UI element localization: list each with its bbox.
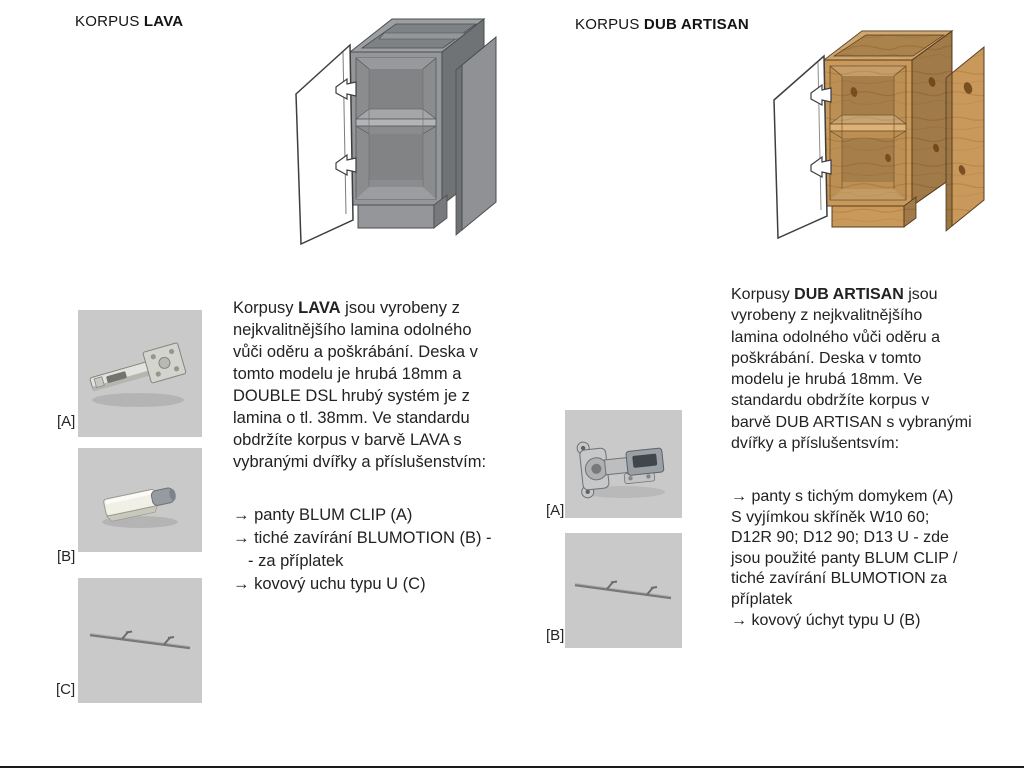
description-line: standardu obdržíte korpus v bbox=[731, 392, 930, 410]
right-title-prefix: KORPUS bbox=[575, 16, 644, 33]
feature-line: - za příplatek bbox=[248, 552, 344, 570]
description-line: modelu je hrubá 18mm. Ve bbox=[731, 371, 923, 389]
left-section-title bbox=[75, 13, 183, 30]
blum-clip-hinge-icon bbox=[78, 310, 202, 437]
description-line: DOUBLE DSL hrubý systém je z bbox=[233, 387, 470, 405]
u-handle-photo-right bbox=[565, 533, 682, 648]
feature-line: → panty s tichým domykem (A) bbox=[731, 488, 954, 505]
soft-close-hinge-icon bbox=[565, 410, 682, 518]
right-title-name: DUB ARTISAN bbox=[643, 16, 749, 33]
description-bold: DUB ARTISAN bbox=[794, 286, 904, 303]
u-handle-icon bbox=[78, 578, 202, 703]
feature-line: → kovový uchu typu U (C) bbox=[233, 575, 426, 593]
lava-cabinet-drawing bbox=[280, 8, 542, 258]
description-line: vybranými dvířky a příslušenstvím: bbox=[233, 453, 487, 471]
left-title-name: LAVA bbox=[143, 13, 184, 30]
right-section-title bbox=[575, 16, 749, 33]
description-text: Korpusy bbox=[731, 286, 795, 303]
feature-line: → panty BLUM CLIP (A) bbox=[233, 506, 413, 524]
description-line: poškrábání. Deska v tomto bbox=[731, 349, 922, 367]
description-line: obdržíte korpus v barvě LAVA s bbox=[233, 431, 462, 449]
description-text: jsou vyrobeny z bbox=[340, 299, 460, 317]
feature-line: S vyjímkou skříněk W10 60; bbox=[731, 508, 930, 526]
description-text: Korpusy bbox=[233, 299, 299, 317]
dub-artisan-cabinet-door bbox=[774, 56, 827, 238]
feature-line: jsou použité panty BLUM CLIP / bbox=[731, 549, 958, 567]
hardware-label-b-right: [B] bbox=[546, 627, 565, 644]
feature-line: → kovový úchyt typu U (B) bbox=[731, 611, 921, 629]
hardware-label-b-left: [B] bbox=[57, 548, 76, 565]
description-line: tomto modelu je hrubá 18mm a bbox=[233, 365, 462, 383]
blumotion-damper-photo bbox=[78, 448, 202, 552]
u-handle-photo-left bbox=[78, 578, 202, 703]
lava-features-list bbox=[233, 504, 492, 596]
description-line: barvě DUB ARTISAN s vybranými bbox=[731, 413, 972, 431]
description-line: vůči oděru a poškrábání. Deska v bbox=[233, 343, 478, 361]
lava-cabinet-illustration bbox=[280, 8, 542, 258]
description-line bbox=[233, 297, 538, 319]
left-title-prefix: KORPUS bbox=[75, 13, 144, 30]
description-line: nejkvalitnějšího lamina odolného bbox=[233, 321, 472, 339]
description-line: dvířky a příslušentsvím: bbox=[731, 435, 900, 453]
blum-clip-hinge-photo bbox=[78, 310, 202, 437]
dub-artisan-description bbox=[731, 284, 991, 454]
lava-description bbox=[233, 297, 538, 473]
feature-line: → tiché zavírání BLUMOTION (B) - bbox=[233, 529, 492, 547]
dub-artisan-features-list bbox=[731, 487, 958, 631]
blumotion-damper-icon bbox=[78, 448, 202, 552]
feature-line: D12R 90; D12 90; D13 U - zde bbox=[731, 529, 949, 547]
description-line bbox=[731, 284, 991, 305]
description-text: jsou bbox=[903, 286, 938, 303]
dub-artisan-cabinet-drawing bbox=[762, 20, 996, 252]
description-line: vyrobeny z nejkvalitnějšího bbox=[731, 307, 923, 325]
hardware-label-a-right: [A] bbox=[546, 502, 565, 519]
description-line: lamina odolného vůči oděru a bbox=[731, 328, 941, 346]
soft-close-hinge-photo bbox=[565, 410, 682, 518]
feature-line: tiché zavírání BLUMOTION za bbox=[731, 570, 948, 588]
feature-line: příplatek bbox=[731, 590, 793, 608]
hardware-label-c-left: [C] bbox=[56, 681, 76, 698]
u-handle-icon bbox=[565, 533, 682, 648]
dub-artisan-cabinet-illustration bbox=[762, 20, 996, 252]
description-bold: LAVA bbox=[298, 299, 341, 317]
description-line: lamina o tl. 38mm. Ve standardu bbox=[233, 409, 470, 427]
hardware-label-a-left: [A] bbox=[57, 413, 76, 430]
